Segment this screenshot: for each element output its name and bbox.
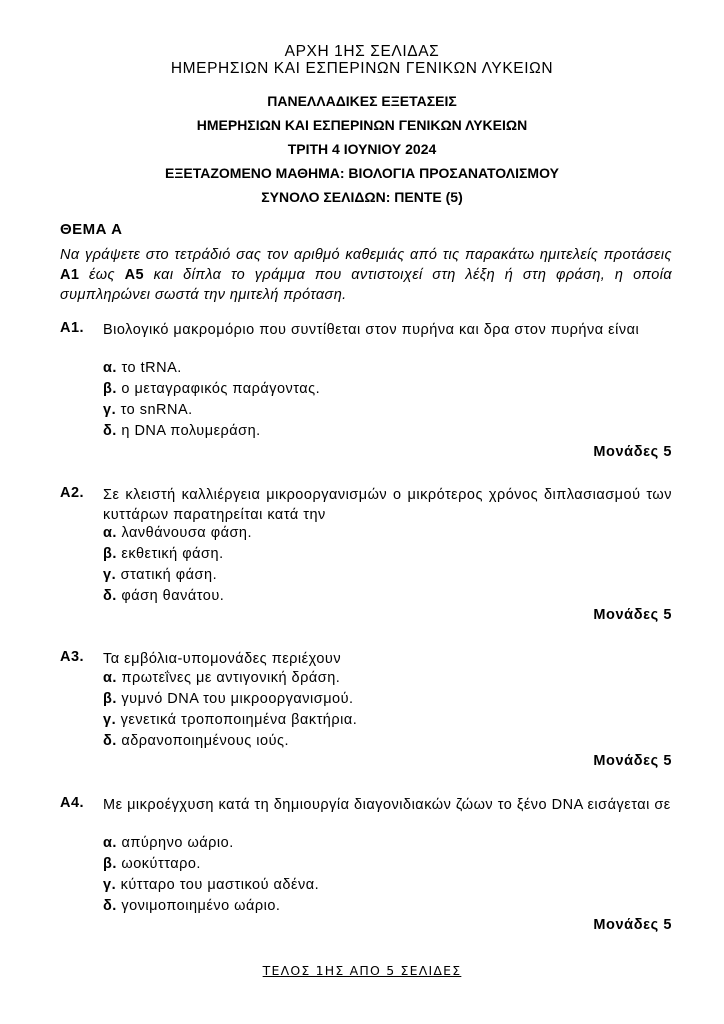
- option-d: [103, 898, 280, 914]
- option-letter: δ.: [103, 733, 117, 749]
- option-letter: δ.: [103, 898, 117, 914]
- option-b: [103, 691, 354, 707]
- option-letter: α.: [103, 835, 117, 851]
- option-a: [103, 670, 340, 686]
- option-letter: γ.: [103, 877, 117, 893]
- option-letter: α.: [103, 670, 117, 686]
- theme-title: ΘΕΜΑ Α: [60, 221, 123, 238]
- marks-label: Μονάδες 5: [593, 917, 672, 933]
- page-header-line-1: ΑΡΧΗ 1ΗΣ ΣΕΛΙΔΑΣ: [284, 43, 440, 60]
- option-letter: γ.: [103, 567, 117, 583]
- option-text: αδρανοποιημένους ιούς.: [116, 733, 290, 749]
- question-a1: [60, 320, 672, 460]
- option-a: [103, 525, 252, 541]
- option-letter: δ.: [103, 588, 117, 604]
- option-text: ωοκύτταρο.: [116, 856, 201, 872]
- option-letter: β.: [103, 546, 117, 562]
- option-text: στατική φάση.: [116, 567, 218, 583]
- option-text: το tRNA.: [116, 360, 182, 376]
- option-letter: δ.: [103, 423, 117, 439]
- option-text: εκθετική φάση.: [116, 546, 224, 562]
- option-text: λανθάνουσα φάση.: [116, 525, 253, 541]
- question-text: Σε κλειστή καλλιέργεια μικροοργανισμών ο μικρότερος χρόνος διπλασιασμού των κυττάρων παρατηρείται κατά την: [103, 487, 672, 523]
- option-letter: α.: [103, 525, 117, 541]
- option-text: το snRNA.: [116, 402, 193, 418]
- instructions-bold: Α1: [60, 267, 80, 283]
- page-footer: ΤΕΛΟΣ 1ΗΣ ΑΠΟ 5 ΣΕΛΙΔΕΣ: [262, 963, 462, 978]
- instructions-bold: Α5: [124, 267, 144, 283]
- option-text: ο μεταγραφικός παράγοντας.: [116, 381, 321, 397]
- marks-label: Μονάδες 5: [593, 444, 672, 460]
- marks-label: Μονάδες 5: [593, 607, 672, 623]
- option-b: [103, 381, 320, 397]
- page-header-line-2: ΗΜΕΡΗΣΙΩΝ ΚΑΙ ΕΣΠΕΡΙΝΩΝ ΓΕΝΙΚΩΝ ΛΥΚΕΙΩΝ: [170, 60, 554, 77]
- question-label: Α1.: [60, 320, 85, 336]
- option-b: [103, 856, 201, 872]
- question-label: Α3.: [60, 649, 85, 665]
- option-letter: α.: [103, 360, 117, 376]
- option-b: [103, 546, 224, 562]
- option-c: [103, 877, 319, 893]
- option-text: πρωτεΐνες με αντιγονική δράση.: [116, 670, 341, 686]
- option-d: [103, 588, 224, 604]
- question-a4: [60, 795, 672, 935]
- option-c: [103, 402, 193, 418]
- option-text: γενετικά τροποποιημένα βακτήρια.: [116, 712, 358, 728]
- option-text: φάση θανάτου.: [116, 588, 225, 604]
- option-c: [103, 712, 357, 728]
- question-a2: [60, 485, 672, 625]
- instructions-text: έως: [79, 267, 125, 283]
- option-c: [103, 567, 217, 583]
- option-text: γυμνό DNA του μικροοργανισμού.: [116, 691, 354, 707]
- exam-schools: ΗΜΕΡΗΣΙΩΝ ΚΑΙ ΕΣΠΕΡΙΝΩΝ ΓΕΝΙΚΩΝ ΛΥΚΕΙΩΝ: [196, 117, 528, 133]
- marks-label: Μονάδες 5: [593, 753, 672, 769]
- option-text: η DNA πολυμεράση.: [116, 423, 261, 439]
- exam-page-count: ΣΥΝΟΛΟ ΣΕΛΙΔΩΝ: ΠΕΝΤΕ (5): [261, 189, 463, 205]
- theme-instructions: [60, 245, 672, 305]
- question-a3: [60, 649, 672, 774]
- exam-date: ΤΡΙΤΗ 4 ΙΟΥΝΙΟΥ 2024: [287, 141, 437, 157]
- exam-subject: ΕΞΕΤΑΖΟΜΕΝΟ ΜΑΘΗΜΑ: ΒΙΟΛΟΓΙΑ ΠΡΟΣΑΝΑΤΟΛΙΣΜΟΥ: [165, 165, 559, 181]
- instructions-text: και δίπλα το γράμμα που αντιστοιχεί στη λέξη ή στη φράση, η οποία συμπληρώνει σωστά την ημιτελή πρόταση.: [60, 267, 672, 303]
- option-letter: γ.: [103, 712, 117, 728]
- option-letter: β.: [103, 856, 117, 872]
- option-a: [103, 360, 182, 376]
- question-text: Τα εμβόλια-υπομονάδες περιέχουν: [103, 651, 342, 667]
- option-letter: β.: [103, 381, 117, 397]
- option-d: [103, 423, 261, 439]
- option-a: [103, 835, 234, 851]
- option-d: [103, 733, 289, 749]
- question-label: Α2.: [60, 485, 85, 501]
- option-text: γονιμοποιημένο ωάριο.: [116, 898, 281, 914]
- option-letter: γ.: [103, 402, 117, 418]
- question-text: Με μικροέγχυση κατά τη δημιουργία διαγονιδιακών ζώων το ξένο DNA εισάγεται σε: [103, 797, 671, 813]
- option-text: απύρηνο ωάριο.: [116, 835, 234, 851]
- question-label: Α4.: [60, 795, 85, 811]
- instructions-text: Να γράψετε στο τετράδιό σας τον αριθμό καθεμιάς από τις παρακάτω ημιτελείς προτάσεις: [60, 247, 672, 263]
- exam-title: ΠΑΝΕΛΛΑΔΙΚΕΣ ΕΞΕΤΑΣΕΙΣ: [267, 93, 457, 109]
- option-text: κύτταρο του μαστικού αδένα.: [116, 877, 320, 893]
- option-letter: β.: [103, 691, 117, 707]
- question-text: Βιολογικό μακρομόριο που συντίθεται στον πυρήνα και δρα στον πυρήνα είναι: [103, 322, 640, 338]
